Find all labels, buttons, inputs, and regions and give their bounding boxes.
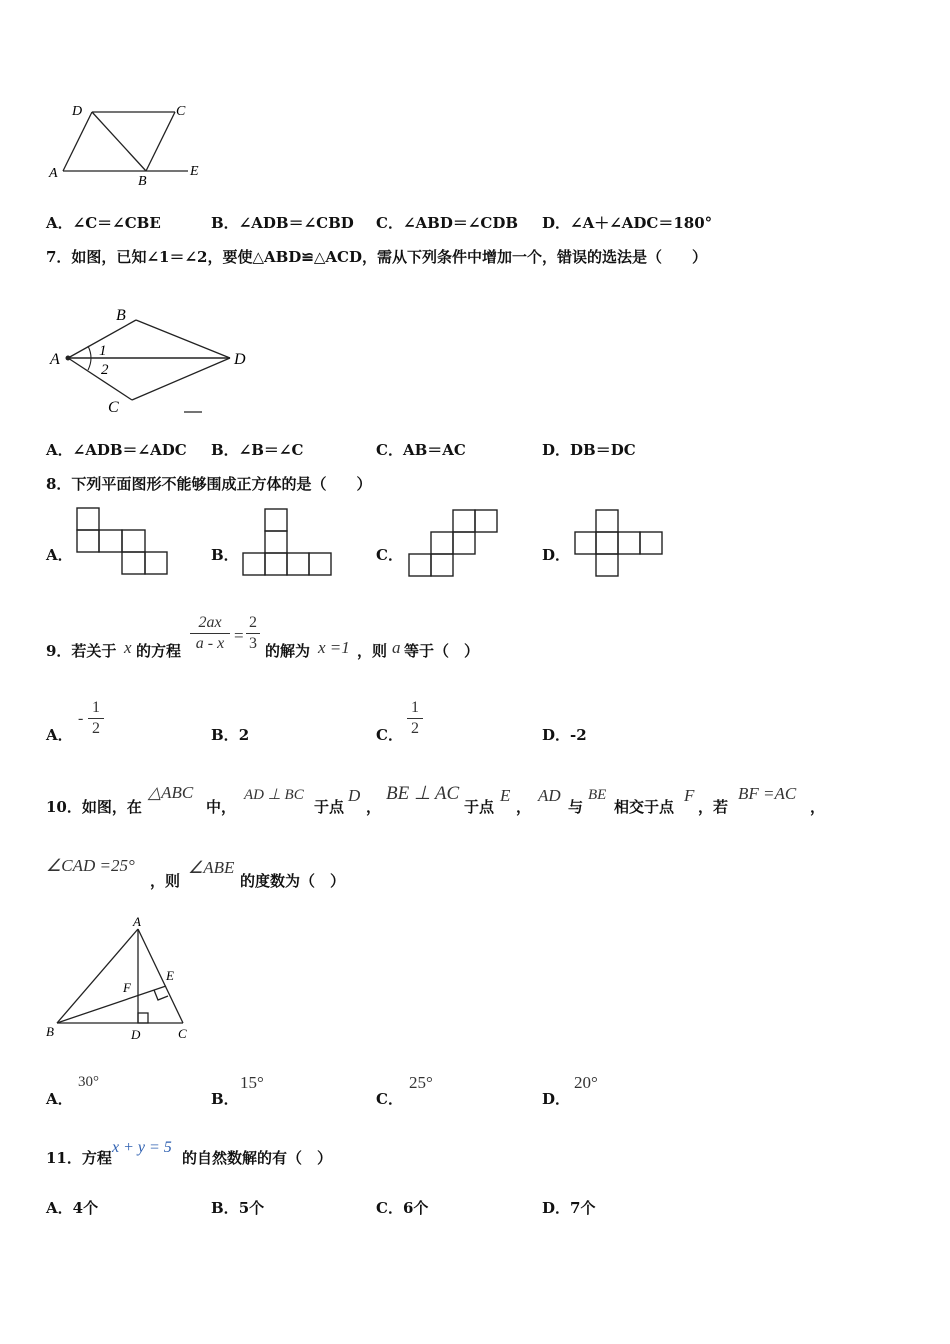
q8-option-d[interactable] — [542, 544, 570, 565]
q6-label-A: A — [49, 166, 58, 181]
q11-option-a[interactable] — [46, 1197, 98, 1218]
q11-option-b[interactable] — [211, 1197, 264, 1218]
option-letter: A． — [46, 726, 73, 744]
q11-part1: 11．方程 — [46, 1149, 112, 1167]
q7-label-B: B — [116, 307, 126, 324]
q10-perp2: BE ⊥ AC — [386, 783, 460, 804]
q10-option-d-value: 20° — [574, 1073, 598, 1092]
option-text: 4个 — [72, 1199, 99, 1217]
q9-stem-mid3: ，则 — [357, 642, 388, 660]
option-letter: D． — [542, 726, 571, 744]
q9-option-d[interactable] — [542, 724, 587, 745]
q10-part11: ，则 — [150, 872, 181, 890]
q10-part10: ， — [810, 798, 826, 816]
q10-point-d: D — [348, 786, 361, 805]
q9-frac-den: a - x — [195, 635, 225, 652]
q6-label-B: B — [138, 174, 147, 189]
q9-solution: x =1 — [318, 638, 350, 657]
q11-option-c[interactable] — [376, 1197, 428, 1218]
q10-part2: 中， — [206, 798, 237, 816]
q6-label-D: D — [72, 104, 83, 119]
option-text: DB＝DC — [570, 441, 636, 459]
q11-option-d[interactable] — [542, 1197, 595, 1218]
q6-option-c[interactable] — [376, 212, 518, 233]
q6-option-a[interactable] — [46, 212, 161, 233]
q7-label-2: 2 — [101, 362, 109, 378]
q9-option-a-num: 1 — [92, 699, 100, 716]
q10-label-F: F — [123, 980, 131, 995]
q7-label-A: A — [50, 351, 60, 368]
q9-var-a: a — [392, 638, 401, 657]
q9-option-c[interactable] — [376, 724, 403, 745]
option-letter: C． — [376, 214, 403, 232]
q10-point-f: F — [684, 786, 695, 805]
q10-part1: 10．如图，在 — [46, 798, 142, 816]
q9-frac-num: 2ax — [198, 614, 222, 631]
q10-point-e: E — [500, 786, 511, 805]
q8-net-c-figure — [408, 508, 500, 578]
option-text: ∠A＋∠ADC＝180° — [570, 214, 713, 232]
q8-option-b[interactable] — [211, 544, 239, 565]
option-letter: D． — [542, 1090, 571, 1108]
q10-label-E: E — [166, 968, 174, 983]
q9-stem-mid2: 的解为 — [265, 642, 311, 660]
q8-net-d-figure — [574, 508, 666, 578]
option-letter: A． — [46, 214, 73, 232]
option-letter: B． — [211, 726, 239, 744]
q9-rhs-fraction — [246, 614, 260, 653]
q7-option-b[interactable] — [211, 439, 303, 460]
q10-bf-ac: BF =AC — [738, 784, 797, 803]
q10-part7: 与 — [568, 798, 584, 816]
option-letter: D． — [542, 546, 571, 564]
option-letter: A． — [46, 441, 73, 459]
option-text: ∠B＝∠C — [238, 441, 304, 459]
q10-part8: 相交于点 — [614, 798, 675, 816]
option-letter: B． — [211, 1090, 239, 1108]
q8-net-a-figure — [76, 507, 172, 579]
q10-option-c-value: 25° — [409, 1073, 433, 1092]
option-text: 5个 — [238, 1199, 265, 1217]
option-letter: C． — [376, 1199, 403, 1217]
q10-triangle: △ABC — [148, 783, 194, 802]
q7-kite-figure — [44, 302, 259, 414]
option-letter: C． — [376, 1090, 403, 1108]
q10-part6: ， — [516, 798, 532, 816]
option-letter: B． — [211, 441, 239, 459]
q7-label-1: 1 — [99, 343, 107, 359]
q7-option-d[interactable] — [542, 439, 636, 460]
q9-option-a-fraction — [88, 699, 104, 738]
option-letter: D． — [542, 1199, 571, 1217]
option-letter: B． — [211, 546, 239, 564]
q10-option-d[interactable] — [542, 1088, 570, 1109]
option-letter: C． — [376, 441, 403, 459]
q9-stem-end: 等于（ ） — [404, 642, 480, 660]
option-text: AB＝AC — [402, 441, 466, 459]
option-letter: C． — [376, 546, 403, 564]
q7-label-C: C — [108, 399, 119, 414]
q7-label-D: D — [234, 351, 246, 368]
q10-option-a-value: 30° — [78, 1074, 99, 1090]
q9-option-c-num: 1 — [411, 699, 419, 716]
q10-perp1: AD ⊥ BC — [244, 787, 304, 803]
q10-part3: 于点 — [314, 798, 345, 816]
option-letter: D． — [542, 214, 571, 232]
q6-label-C: C — [176, 104, 186, 119]
option-letter: D． — [542, 441, 571, 459]
q10-label-D: D — [131, 1027, 141, 1042]
option-letter: A． — [46, 546, 73, 564]
option-text: 6个 — [402, 1199, 429, 1217]
q9-stem-mid: 的方程 — [136, 642, 182, 660]
q10-option-b[interactable] — [211, 1088, 239, 1109]
q9-option-c-den: 2 — [411, 720, 419, 737]
q7-option-c[interactable] — [376, 439, 466, 460]
q9-rhs-den: 3 — [249, 635, 257, 652]
q7-stem: 7．如图，已知∠1＝∠2，要使△ABD≌△ACD，需从下列条件中增加一个，错误的选法是（ ） — [46, 248, 707, 266]
q11-part2: 的自然数解的有（ ） — [182, 1149, 333, 1167]
option-letter: A． — [46, 1090, 73, 1108]
option-text: 7个 — [570, 1199, 596, 1217]
q8-net-b-figure — [242, 507, 334, 577]
option-text: -2 — [570, 726, 587, 744]
q8-option-c[interactable] — [376, 544, 403, 565]
q6-option-b[interactable] — [211, 212, 354, 233]
option-letter: A． — [46, 1199, 73, 1217]
option-text: ∠ADB＝∠CBD — [238, 214, 354, 232]
q10-label-C: C — [178, 1026, 187, 1041]
q8-stem: 8．下列平面图形不能够围成正方体的是（ ） — [46, 475, 372, 493]
q10-option-b-value: 15° — [240, 1073, 264, 1092]
q10-part5: 于点 — [464, 798, 495, 816]
q9-rhs-num: 2 — [249, 614, 257, 631]
q10-angle-abe: ∠ABE — [188, 858, 235, 877]
q10-part4: ， — [366, 798, 382, 816]
q9-option-b[interactable] — [211, 724, 249, 745]
q9-option-a-den: 2 — [92, 720, 100, 737]
q7-option-a[interactable] — [46, 439, 187, 460]
option-text: ∠ABD＝∠CDB — [402, 214, 519, 232]
q9-fraction — [190, 614, 230, 653]
option-letter: B． — [211, 214, 239, 232]
option-letter: B． — [211, 1199, 239, 1217]
q10-label-A: A — [133, 914, 141, 929]
q9-stem-prefix: 9．若关于 — [46, 642, 117, 660]
q10-part9: ，若 — [698, 798, 729, 816]
q9-option-a[interactable] — [46, 724, 73, 745]
q9-equals: = — [234, 626, 244, 645]
q10-be: BE — [588, 787, 607, 803]
q8-option-a[interactable] — [46, 544, 73, 565]
q10-option-c[interactable] — [376, 1088, 403, 1109]
option-letter: C． — [376, 726, 403, 744]
q10-option-a[interactable] — [46, 1088, 73, 1109]
q6-label-E: E — [190, 164, 199, 179]
q10-ad: AD — [538, 786, 561, 805]
q6-parallelogram-figure — [40, 98, 220, 190]
q10-part12: 的度数为（ ） — [240, 872, 346, 890]
q9-option-c-fraction — [407, 699, 423, 738]
option-text: ∠ADB＝∠ADC — [72, 441, 187, 459]
q9-var-x: x — [124, 638, 132, 657]
q10-angle-cad: ∠CAD =25° — [46, 856, 135, 875]
q10-label-B: B — [46, 1024, 54, 1039]
q10-triangle-figure — [40, 912, 200, 1044]
q9-option-a-sign: - — [78, 710, 84, 727]
option-text: 2 — [238, 726, 250, 744]
q11-equation: x + y = 5 — [112, 1139, 172, 1156]
option-text: ∠C＝∠CBE — [72, 214, 161, 232]
q6-option-d[interactable] — [542, 212, 712, 233]
